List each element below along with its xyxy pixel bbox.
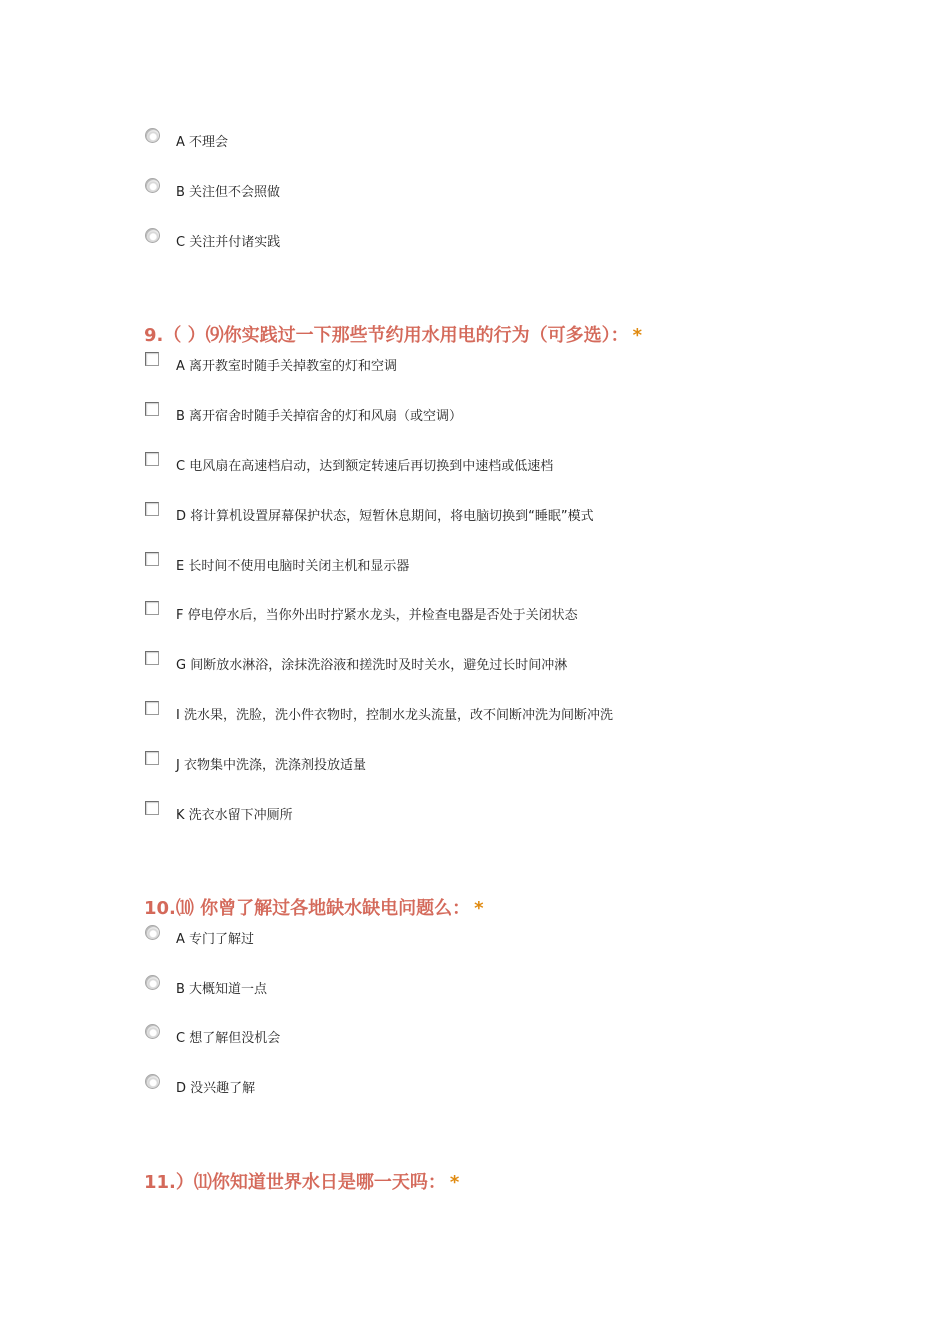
option-label: J 衣物集中洗涤，洗涤剂投放适量	[176, 758, 366, 773]
option-label: A 不理会	[176, 135, 229, 150]
option-label: G 间断放水淋浴，涂抹洗浴液和搓洗时及时关水，避免过长时间冲淋	[176, 658, 568, 673]
q11-title-text: 11.）⑾你知道世界水日是哪一天吗：	[144, 1172, 446, 1193]
option-label: A 离开教室时随手关掉教室的灯和空调	[176, 359, 398, 374]
q10-title	[144, 898, 484, 920]
option-label: B 大概知道一点	[176, 982, 268, 997]
q11-title	[144, 1172, 459, 1194]
radio-button[interactable]	[145, 975, 160, 990]
required-mark: *	[474, 898, 484, 919]
q9-title	[144, 325, 642, 347]
option-label: I 洗水果，洗脸，洗小件衣物时，控制水龙头流量，改不间断冲洗为间断冲洗	[176, 708, 613, 723]
radio-button[interactable]	[145, 925, 160, 940]
option-label: C 电风扇在高速档启动，达到额定转速后再切换到中速档或低速档	[176, 459, 554, 474]
checkbox[interactable]	[145, 601, 159, 615]
checkbox[interactable]	[145, 701, 159, 715]
checkbox[interactable]	[145, 552, 159, 566]
option-label: D 将计算机设置屏幕保护状态，短暂休息期间，将电脑切换到“睡眠”模式	[176, 509, 594, 524]
option-label: E 长时间不使用电脑时关闭主机和显示器	[176, 559, 410, 574]
radio-button[interactable]	[145, 1024, 160, 1039]
checkbox[interactable]	[145, 402, 159, 416]
option-label: C 关注并付诸实践	[176, 235, 281, 250]
required-mark: *	[632, 325, 643, 346]
option-label: K 洗衣水留下冲厕所	[176, 808, 293, 823]
option-label: B 离开宿舍时随手关掉宿舍的灯和风扇（或空调）	[176, 409, 463, 424]
option-label: C 想了解但没机会	[176, 1031, 281, 1046]
checkbox[interactable]	[145, 502, 159, 516]
q10-title-text: 10.⑽ 你曾了解过各地缺水缺电问题么：	[144, 898, 471, 919]
q9-title-text: 9.（ ）⑼你实践过一下那些节约用水用电的行为（可多选）：	[144, 325, 629, 346]
checkbox[interactable]	[145, 352, 159, 366]
option-label: F 停电停水后，当你外出时拧紧水龙头，并检查电器是否处于关闭状态	[176, 608, 578, 623]
checkbox[interactable]	[145, 651, 159, 665]
checkbox[interactable]	[145, 452, 159, 466]
option-label: A 专门了解过	[176, 932, 255, 947]
radio-button[interactable]	[145, 1074, 160, 1089]
option-label: B 关注但不会照做	[176, 185, 281, 200]
checkbox[interactable]	[145, 751, 159, 765]
required-mark: *	[449, 1172, 460, 1193]
radio-button[interactable]	[145, 228, 160, 243]
radio-button[interactable]	[145, 178, 160, 193]
option-label: D 没兴趣了解	[176, 1081, 256, 1096]
checkbox[interactable]	[145, 801, 159, 815]
radio-button[interactable]	[145, 128, 160, 143]
